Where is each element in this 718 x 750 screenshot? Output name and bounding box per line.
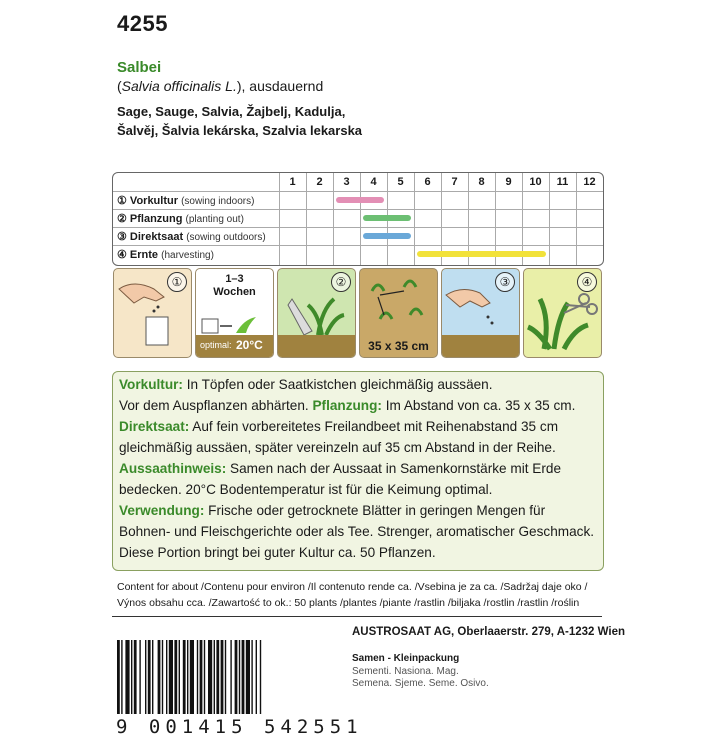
calendar-bar [363, 233, 411, 239]
instruction-line: Diese Portion bringt bei guter Kultur ca. 50 Pflanzen. [119, 545, 436, 560]
instruction-line: Direktsaat: Auf fein vorbereitetes Freilandbeet mit Reihenabstand 35 cm [119, 419, 559, 434]
optimal-label: optimal: [200, 340, 232, 350]
optimal-temperature: 20°C [236, 338, 263, 352]
calendar-month: 4 [370, 176, 377, 188]
sowing-calendar [112, 172, 604, 266]
germination-weeks: 1–3 Wochen [213, 273, 256, 298]
divider [112, 616, 602, 617]
step-number-1: ① [167, 272, 187, 292]
calendar-row-label: ② Pflanzung (planting out) [117, 213, 244, 225]
product-name: Salbei [117, 59, 162, 76]
company-address: AUSTROSAAT AG, Oberlaaerstr. 279, A-1232 Wien [352, 626, 626, 638]
latin-suffix: ), ausdauernd [236, 78, 324, 94]
step-number-3: ③ [495, 272, 515, 292]
calendar-month: 12 [583, 176, 596, 188]
barcode-number: 9 001415 542551 [116, 716, 363, 738]
instruction-line: Bohnen- und Fleischgerichte oder als Tee. Strenger, aromatischer Geschmack. [119, 524, 595, 539]
pack-title: Samen - Kleinpackung [352, 653, 460, 664]
pack-line-1: Sementi. Nasiona. Mag. [352, 666, 459, 677]
content-note-1: Content for about /Contenu pour environ /Il contenuto rende ca. /Vsebina je za ca. /Sadržaj daje oko / [117, 581, 588, 593]
calendar-month: 3 [343, 176, 350, 188]
calendar-row-pflanzung [113, 209, 603, 228]
calendar-bar [336, 197, 384, 203]
calendar-month: 6 [424, 176, 431, 188]
panel-direct-sowing [441, 268, 520, 358]
calendar-bar [363, 215, 411, 221]
calendar-month: 7 [451, 176, 458, 188]
calendar-row-label: ① Vorkultur (sowing indoors) [117, 195, 255, 207]
calendar-row-label: ③ Direktsaat (sowing outdoors) [117, 231, 266, 243]
common-names-1: Sage, Sauge, Salvia, Žajbelj, Kadulja, [117, 104, 346, 119]
calendar-month: 9 [505, 176, 512, 188]
instruction-line: bedecken. 20°C Bodentemperatur ist für die Keimung optimal. [119, 482, 493, 497]
instruction-line: gleichmäßig aussäen, später vereinzeln auf 35 cm Abstand in der Reihe. [119, 440, 556, 455]
step-number-4: ④ [577, 272, 597, 292]
calendar-row-label: ④ Ernte (harvesting) [117, 249, 214, 261]
common-names-2: Šalvěj, Šalvia lekárska, Szalvia lekarska [117, 123, 363, 138]
calendar-bar [417, 251, 546, 257]
panel-germination [195, 268, 274, 358]
calendar-month: 1 [289, 176, 296, 188]
calendar-month: 8 [478, 176, 485, 188]
instruction-line: Vor dem Auspflanzen abhärten. Pflanzung: Im Abstand von ca. 35 x 35 cm. [119, 398, 576, 413]
instruction-line: Vorkultur: In Töpfen oder Saatkistchen gleichmäßig aussäen. [119, 377, 493, 392]
barcode [113, 640, 325, 718]
product-code: 4255 [117, 11, 168, 36]
panel-harvest [523, 268, 602, 358]
calendar-row-direktsaat [113, 227, 603, 246]
latin-prefix: ( [117, 78, 122, 94]
panel-planting-out [277, 268, 356, 358]
instruction-line: Verwendung: Frische oder getrocknete Blätter in geringen Mengen für [119, 503, 546, 518]
calendar-month: 11 [556, 176, 569, 188]
content-note-2: Výnos obsahu cca. /Zawartość to ok.: 50 plants /plantes /piante /rastlin /biljaka /rostlin /rastlin /roślin [117, 597, 580, 609]
instructions-box [112, 371, 604, 571]
spacing-label: 35 x 35 cm [368, 339, 429, 353]
calendar-month: 5 [397, 176, 404, 188]
panel-spacing [359, 268, 438, 358]
calendar-month: 10 [529, 176, 542, 188]
latin-name-line [117, 78, 323, 94]
step-number-2: ② [331, 272, 351, 292]
pack-line-2: Semena. Sjeme. Seme. Osivo. [352, 678, 489, 689]
instruction-line: Aussaathinweis: Samen nach der Aussaat in Samenkornstärke mit Erde [119, 461, 562, 476]
calendar-month: 2 [316, 176, 323, 188]
panel-sowing-indoors [113, 268, 192, 358]
latin-name: Salvia officinalis L. [121, 78, 237, 94]
